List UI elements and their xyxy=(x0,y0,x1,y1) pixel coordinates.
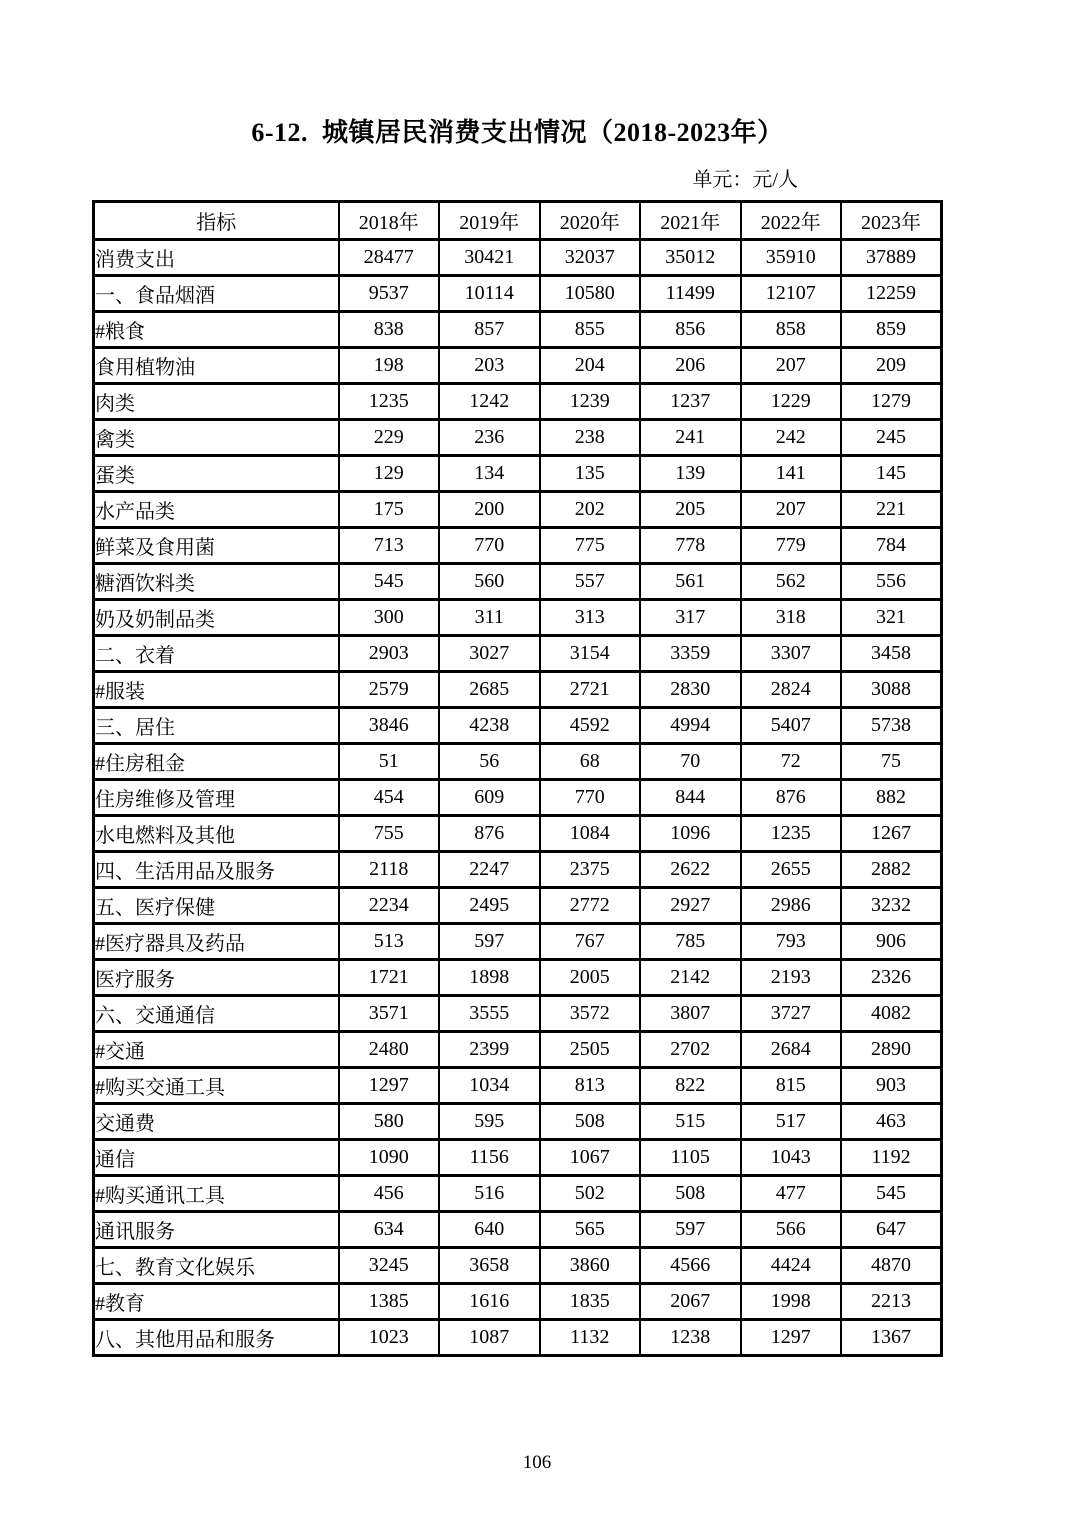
value-cell: 2890 xyxy=(841,1032,942,1068)
value-cell: 2882 xyxy=(841,852,942,888)
value-cell: 2193 xyxy=(741,960,842,996)
value-cell: 2067 xyxy=(640,1284,741,1320)
value-cell: 3154 xyxy=(540,636,641,672)
value-cell: 10580 xyxy=(540,276,641,312)
value-cell: 793 xyxy=(741,924,842,960)
year-column-header: 2023年 xyxy=(841,202,942,240)
table-body xyxy=(94,240,942,1356)
value-cell: 3860 xyxy=(540,1248,641,1284)
value-cell: 2702 xyxy=(640,1032,741,1068)
row-label: 糖酒饮料类 xyxy=(94,564,339,600)
value-cell: 2234 xyxy=(339,888,440,924)
table-row xyxy=(94,600,942,636)
value-cell: 755 xyxy=(339,816,440,852)
value-cell: 1385 xyxy=(339,1284,440,1320)
value-cell: 135 xyxy=(540,456,641,492)
table-row xyxy=(94,708,942,744)
value-cell: 318 xyxy=(741,600,842,636)
value-cell: 4238 xyxy=(439,708,540,744)
value-cell: 1096 xyxy=(640,816,741,852)
value-cell: 557 xyxy=(540,564,641,600)
row-label: #住房租金 xyxy=(94,744,339,780)
value-cell: 300 xyxy=(339,600,440,636)
table-row xyxy=(94,1284,942,1320)
value-cell: 778 xyxy=(640,528,741,564)
value-cell: 561 xyxy=(640,564,741,600)
value-cell: 12259 xyxy=(841,276,942,312)
value-cell: 882 xyxy=(841,780,942,816)
row-label: 奶及奶制品类 xyxy=(94,600,339,636)
value-cell: 454 xyxy=(339,780,440,816)
value-cell: 4566 xyxy=(640,1248,741,1284)
value-cell: 545 xyxy=(339,564,440,600)
table-title: 6-12. 城镇居民消费支出情况（2018-2023年） xyxy=(251,118,784,147)
table-row xyxy=(94,384,942,420)
row-label: 四、生活用品及服务 xyxy=(94,852,339,888)
table-row xyxy=(94,348,942,384)
value-cell: 203 xyxy=(439,348,540,384)
value-cell: 775 xyxy=(540,528,641,564)
year-column-header: 2022年 xyxy=(741,202,842,240)
value-cell: 640 xyxy=(439,1212,540,1248)
value-cell: 813 xyxy=(540,1068,641,1104)
table-row xyxy=(94,780,942,816)
row-label: 通讯服务 xyxy=(94,1212,339,1248)
value-cell: 139 xyxy=(640,456,741,492)
row-label: 住房维修及管理 xyxy=(94,780,339,816)
row-label: 六、交通通信 xyxy=(94,996,339,1032)
value-cell: 56 xyxy=(439,744,540,780)
value-cell: 313 xyxy=(540,600,641,636)
value-cell: 1616 xyxy=(439,1284,540,1320)
value-cell: 2495 xyxy=(439,888,540,924)
value-cell: 2579 xyxy=(339,672,440,708)
row-label: 五、医疗保健 xyxy=(94,888,339,924)
value-cell: 770 xyxy=(540,780,641,816)
value-cell: 11499 xyxy=(640,276,741,312)
table-row xyxy=(94,456,942,492)
value-cell: 28477 xyxy=(339,240,440,276)
value-cell: 242 xyxy=(741,420,842,456)
value-cell: 1192 xyxy=(841,1140,942,1176)
value-cell: 9537 xyxy=(339,276,440,312)
value-cell: 3807 xyxy=(640,996,741,1032)
value-cell: 4082 xyxy=(841,996,942,1032)
value-cell: 2927 xyxy=(640,888,741,924)
value-cell: 1235 xyxy=(339,384,440,420)
table-row xyxy=(94,888,942,924)
value-cell: 580 xyxy=(339,1104,440,1140)
value-cell: 477 xyxy=(741,1176,842,1212)
value-cell: 838 xyxy=(339,312,440,348)
table-row xyxy=(94,276,942,312)
value-cell: 70 xyxy=(640,744,741,780)
row-label: 一、食品烟酒 xyxy=(94,276,339,312)
value-cell: 2480 xyxy=(339,1032,440,1068)
value-cell: 2824 xyxy=(741,672,842,708)
value-cell: 68 xyxy=(540,744,641,780)
row-label: 食用植物油 xyxy=(94,348,339,384)
value-cell: 206 xyxy=(640,348,741,384)
value-cell: 545 xyxy=(841,1176,942,1212)
value-cell: 35012 xyxy=(640,240,741,276)
value-cell: 1229 xyxy=(741,384,842,420)
unit-label: 单元：元/人 xyxy=(692,169,798,191)
value-cell: 30421 xyxy=(439,240,540,276)
table-row xyxy=(94,960,942,996)
value-cell: 508 xyxy=(640,1176,741,1212)
value-cell: 241 xyxy=(640,420,741,456)
value-cell: 1237 xyxy=(640,384,741,420)
value-cell: 597 xyxy=(640,1212,741,1248)
value-cell: 4592 xyxy=(540,708,641,744)
table-row xyxy=(94,312,942,348)
expenditure-table xyxy=(92,200,943,1357)
value-cell: 202 xyxy=(540,492,641,528)
row-label: #医疗器具及药品 xyxy=(94,924,339,960)
value-cell: 856 xyxy=(640,312,741,348)
value-cell: 72 xyxy=(741,744,842,780)
row-label: 水电燃料及其他 xyxy=(94,816,339,852)
table-row xyxy=(94,636,942,672)
value-cell: 4870 xyxy=(841,1248,942,1284)
value-cell: 822 xyxy=(640,1068,741,1104)
value-cell: 3307 xyxy=(741,636,842,672)
value-cell: 516 xyxy=(439,1176,540,1212)
content-area xyxy=(92,0,943,1357)
value-cell: 3846 xyxy=(339,708,440,744)
value-cell: 1239 xyxy=(540,384,641,420)
value-cell: 1235 xyxy=(741,816,842,852)
year-column-header: 2018年 xyxy=(339,202,440,240)
value-cell: 2118 xyxy=(339,852,440,888)
table-row xyxy=(94,744,942,780)
value-cell: 597 xyxy=(439,924,540,960)
table-row xyxy=(94,1176,942,1212)
value-cell: 1238 xyxy=(640,1320,741,1356)
row-label: 禽类 xyxy=(94,420,339,456)
value-cell: 2684 xyxy=(741,1032,842,1068)
value-cell: 595 xyxy=(439,1104,540,1140)
value-cell: 317 xyxy=(640,600,741,636)
value-cell: 844 xyxy=(640,780,741,816)
table-row xyxy=(94,492,942,528)
value-cell: 51 xyxy=(339,744,440,780)
row-label: 七、教育文化娱乐 xyxy=(94,1248,339,1284)
value-cell: 784 xyxy=(841,528,942,564)
table-row xyxy=(94,528,942,564)
value-cell: 238 xyxy=(540,420,641,456)
value-cell: 198 xyxy=(339,348,440,384)
value-cell: 236 xyxy=(439,420,540,456)
value-cell: 1067 xyxy=(540,1140,641,1176)
value-cell: 876 xyxy=(439,816,540,852)
value-cell: 566 xyxy=(741,1212,842,1248)
table-row xyxy=(94,1140,942,1176)
row-label: #购买通讯工具 xyxy=(94,1176,339,1212)
value-cell: 1242 xyxy=(439,384,540,420)
value-cell: 2685 xyxy=(439,672,540,708)
value-cell: 565 xyxy=(540,1212,641,1248)
value-cell: 2213 xyxy=(841,1284,942,1320)
value-cell: 207 xyxy=(741,348,842,384)
row-label: 消费支出 xyxy=(94,240,339,276)
value-cell: 4994 xyxy=(640,708,741,744)
value-cell: 456 xyxy=(339,1176,440,1212)
value-cell: 2326 xyxy=(841,960,942,996)
table-row xyxy=(94,240,942,276)
table-row xyxy=(94,1320,942,1356)
value-cell: 2986 xyxy=(741,888,842,924)
value-cell: 229 xyxy=(339,420,440,456)
table-header xyxy=(94,202,942,240)
value-cell: 713 xyxy=(339,528,440,564)
value-cell: 134 xyxy=(439,456,540,492)
value-cell: 2005 xyxy=(540,960,641,996)
row-label: 交通费 xyxy=(94,1104,339,1140)
row-label: 通信 xyxy=(94,1140,339,1176)
value-cell: 1132 xyxy=(540,1320,641,1356)
value-cell: 903 xyxy=(841,1068,942,1104)
header-row xyxy=(94,202,942,240)
value-cell: 1367 xyxy=(841,1320,942,1356)
value-cell: 2772 xyxy=(540,888,641,924)
table-row xyxy=(94,1068,942,1104)
table-row xyxy=(94,1104,942,1140)
value-cell: 560 xyxy=(439,564,540,600)
value-cell: 2622 xyxy=(640,852,741,888)
value-cell: 1023 xyxy=(339,1320,440,1356)
row-label: #购买交通工具 xyxy=(94,1068,339,1104)
table-row xyxy=(94,1212,942,1248)
value-cell: 1279 xyxy=(841,384,942,420)
value-cell: 3232 xyxy=(841,888,942,924)
value-cell: 3727 xyxy=(741,996,842,1032)
row-label: 肉类 xyxy=(94,384,339,420)
value-cell: 3245 xyxy=(339,1248,440,1284)
indicator-column-header: 指标 xyxy=(94,202,339,240)
value-cell: 1297 xyxy=(339,1068,440,1104)
value-cell: 1043 xyxy=(741,1140,842,1176)
value-cell: 463 xyxy=(841,1104,942,1140)
value-cell: 37889 xyxy=(841,240,942,276)
value-cell: 1998 xyxy=(741,1284,842,1320)
value-cell: 876 xyxy=(741,780,842,816)
row-label: #服装 xyxy=(94,672,339,708)
value-cell: 1835 xyxy=(540,1284,641,1320)
value-cell: 209 xyxy=(841,348,942,384)
table-row xyxy=(94,672,942,708)
table-row xyxy=(94,852,942,888)
table-row xyxy=(94,924,942,960)
value-cell: 311 xyxy=(439,600,540,636)
row-label: 水产品类 xyxy=(94,492,339,528)
value-cell: 141 xyxy=(741,456,842,492)
year-column-header: 2020年 xyxy=(540,202,641,240)
value-cell: 205 xyxy=(640,492,741,528)
value-cell: 515 xyxy=(640,1104,741,1140)
value-cell: 513 xyxy=(339,924,440,960)
value-cell: 200 xyxy=(439,492,540,528)
row-label: 三、居住 xyxy=(94,708,339,744)
row-label: 八、其他用品和服务 xyxy=(94,1320,339,1356)
year-column-header: 2021年 xyxy=(640,202,741,240)
value-cell: 767 xyxy=(540,924,641,960)
value-cell: 508 xyxy=(540,1104,641,1140)
value-cell: 859 xyxy=(841,312,942,348)
table-row xyxy=(94,564,942,600)
value-cell: 609 xyxy=(439,780,540,816)
value-cell: 5407 xyxy=(741,708,842,744)
value-cell: 634 xyxy=(339,1212,440,1248)
value-cell: 207 xyxy=(741,492,842,528)
value-cell: 2655 xyxy=(741,852,842,888)
table-row xyxy=(94,996,942,1032)
value-cell: 2399 xyxy=(439,1032,540,1068)
value-cell: 815 xyxy=(741,1068,842,1104)
value-cell: 855 xyxy=(540,312,641,348)
row-label: #粮食 xyxy=(94,312,339,348)
value-cell: 3555 xyxy=(439,996,540,1032)
value-cell: 1721 xyxy=(339,960,440,996)
row-label: 蛋类 xyxy=(94,456,339,492)
value-cell: 10114 xyxy=(439,276,540,312)
value-cell: 32037 xyxy=(540,240,641,276)
value-cell: 906 xyxy=(841,924,942,960)
value-cell: 245 xyxy=(841,420,942,456)
value-cell: 2830 xyxy=(640,672,741,708)
value-cell: 2721 xyxy=(540,672,641,708)
value-cell: 562 xyxy=(741,564,842,600)
row-label: #教育 xyxy=(94,1284,339,1320)
value-cell: 647 xyxy=(841,1212,942,1248)
row-label: 二、衣着 xyxy=(94,636,339,672)
row-label: 医疗服务 xyxy=(94,960,339,996)
page-number: 106 xyxy=(522,1452,552,1473)
value-cell: 3571 xyxy=(339,996,440,1032)
value-cell: 3088 xyxy=(841,672,942,708)
value-cell: 1105 xyxy=(640,1140,741,1176)
value-cell: 221 xyxy=(841,492,942,528)
year-column-header: 2019年 xyxy=(439,202,540,240)
table-row xyxy=(94,1032,942,1068)
value-cell: 3572 xyxy=(540,996,641,1032)
value-cell: 857 xyxy=(439,312,540,348)
table-row xyxy=(94,816,942,852)
value-cell: 517 xyxy=(741,1104,842,1140)
value-cell: 129 xyxy=(339,456,440,492)
value-cell: 175 xyxy=(339,492,440,528)
value-cell: 3458 xyxy=(841,636,942,672)
value-cell: 1898 xyxy=(439,960,540,996)
value-cell: 1084 xyxy=(540,816,641,852)
value-cell: 12107 xyxy=(741,276,842,312)
value-cell: 1087 xyxy=(439,1320,540,1356)
value-cell: 2375 xyxy=(540,852,641,888)
value-cell: 1297 xyxy=(741,1320,842,1356)
value-cell: 770 xyxy=(439,528,540,564)
value-cell: 3359 xyxy=(640,636,741,672)
value-cell: 1156 xyxy=(439,1140,540,1176)
value-cell: 2903 xyxy=(339,636,440,672)
value-cell: 1034 xyxy=(439,1068,540,1104)
value-cell: 2247 xyxy=(439,852,540,888)
value-cell: 3658 xyxy=(439,1248,540,1284)
row-label: 鲜菜及食用菌 xyxy=(94,528,339,564)
value-cell: 556 xyxy=(841,564,942,600)
row-label: #交通 xyxy=(94,1032,339,1068)
value-cell: 145 xyxy=(841,456,942,492)
value-cell: 35910 xyxy=(741,240,842,276)
value-cell: 502 xyxy=(540,1176,641,1212)
table-row xyxy=(94,1248,942,1284)
value-cell: 858 xyxy=(741,312,842,348)
value-cell: 779 xyxy=(741,528,842,564)
value-cell: 3027 xyxy=(439,636,540,672)
table-row xyxy=(94,420,942,456)
value-cell: 2505 xyxy=(540,1032,641,1068)
value-cell: 204 xyxy=(540,348,641,384)
value-cell: 5738 xyxy=(841,708,942,744)
value-cell: 4424 xyxy=(741,1248,842,1284)
value-cell: 785 xyxy=(640,924,741,960)
value-cell: 321 xyxy=(841,600,942,636)
value-cell: 1267 xyxy=(841,816,942,852)
value-cell: 1090 xyxy=(339,1140,440,1176)
value-cell: 2142 xyxy=(640,960,741,996)
value-cell: 75 xyxy=(841,744,942,780)
